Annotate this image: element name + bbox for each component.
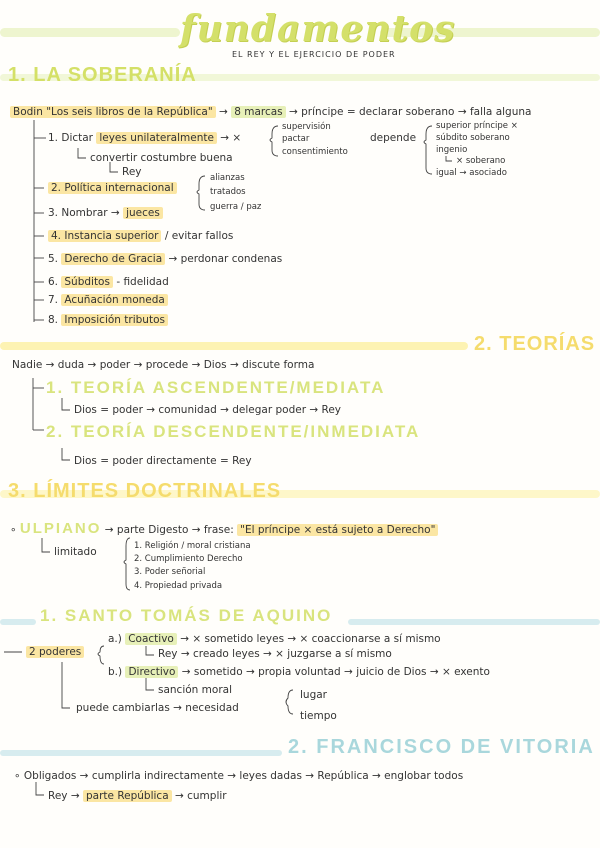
item-4: [48, 230, 233, 242]
puede-cambiarlas: puede cambiarlas → necesidad: [76, 702, 239, 714]
sec1-heading: 1. LA SOBERANÍA: [8, 64, 197, 86]
item-7-highlight: Acuñación moneda: [61, 294, 168, 306]
ulpiano-quote: "El príncipe × está sujeto a Derecho": [237, 524, 438, 536]
rey-label: Rey: [122, 166, 142, 178]
supervision: supervisión: [282, 122, 331, 132]
bodin-label: [10, 106, 531, 118]
limite-4: 4. Propiedad privada: [134, 581, 223, 591]
dep-igual: igual → asociado: [436, 168, 507, 178]
item-1: [48, 132, 241, 144]
item-3-label: 3. Nombrar →: [48, 207, 120, 219]
arrow: →: [219, 106, 228, 118]
marcas-badge: 8 marcas: [231, 106, 285, 118]
ulpiano-label: ULPIANO: [19, 520, 102, 537]
item-6-post: - fidelidad: [116, 276, 169, 288]
principe-text: → príncipe = declarar soberano → falla alguna: [289, 106, 532, 118]
teoria-ascendente-desc: Dios = poder → comunidad → delegar poder → Rey: [74, 404, 342, 416]
convertir-costumbre: convertir costumbre buena: [90, 152, 233, 164]
limite-3: 3. Poder señorial: [134, 567, 206, 577]
tratados: tratados: [210, 187, 246, 197]
item-3: [48, 207, 163, 219]
sec5-heading: 2. FRANCISCO DE VITORIA: [288, 736, 595, 758]
coactivo-rey: Rey → creado leyes → × juzgarse a sí mismo: [158, 648, 392, 660]
sec2-band: [0, 342, 468, 350]
directivo-highlight: Directivo: [125, 666, 178, 678]
coactivo-line: [108, 633, 441, 645]
teoria-ascendente: 1. TEORÍA ASCENDENTE/MEDIATA: [46, 378, 386, 397]
limite-2: 2. Cumplimiento Derecho: [134, 554, 243, 564]
bullet: ∘: [10, 524, 17, 536]
teoria-descendente-desc: Dios = poder directamente = Rey: [74, 455, 252, 467]
alianzas: alianzas: [210, 173, 245, 183]
dep-subdito: súbdito soberano: [436, 133, 510, 143]
item-4-post: / evitar fallos: [164, 230, 234, 242]
item-5-post: → perdonar condenas: [168, 253, 283, 265]
sec3-heading: 3. LÍMITES DOCTRINALES: [8, 480, 282, 502]
teoria-descendente: 2. TEORÍA DESCENDENTE/INMEDIATA: [46, 422, 421, 441]
item-5-label: 5.: [48, 253, 59, 265]
item-1-label: 1. Dictar: [48, 132, 93, 144]
sec4-band-left: [0, 619, 36, 625]
obligados-line: [14, 770, 463, 782]
directivo-post: → sometido → propia voluntad → juicio de Dios → × exento: [181, 666, 490, 678]
dep-ingenio: ingenio: [436, 145, 468, 155]
bullet: ∘: [14, 770, 21, 782]
header-band-left: [0, 28, 180, 37]
item-8-label: 8.: [48, 314, 59, 326]
directivo-line: [108, 666, 490, 678]
item-4-highlight: 4. Instancia superior: [48, 230, 161, 242]
item-6-highlight: Súbditos: [61, 276, 113, 288]
rey-arrow: Rey →: [48, 790, 80, 802]
item-7-label: 7.: [48, 294, 59, 306]
sec5-band: [0, 750, 282, 756]
dep-superior: superior príncipe ×: [436, 121, 518, 131]
item-1-arrow: → ×: [220, 132, 242, 144]
item-5: [48, 253, 282, 265]
limite-1: 1. Religión / moral cristiana: [134, 541, 251, 551]
sancion-moral: sanción moral: [158, 684, 232, 696]
limitado-label: limitado: [54, 546, 97, 558]
pactar: pactar: [282, 134, 310, 144]
b-label: b.): [108, 666, 123, 678]
sec4-band-right: [348, 619, 600, 625]
consentimiento: consentimiento: [282, 147, 348, 157]
ulpiano-post: → parte Digesto → frase:: [104, 524, 234, 536]
rey-parte-line: [48, 790, 227, 802]
sec2-heading: 2. TEORÍAS: [474, 333, 596, 355]
lugar: lugar: [300, 689, 327, 701]
item-8-highlight: Imposición tributos: [61, 314, 168, 326]
page-title: fundamentos: [180, 8, 456, 50]
nadie-text: Nadie → duda → poder → procede → Dios → discute forma: [12, 359, 315, 371]
guerra-paz: guerra / paz: [210, 202, 262, 212]
parte-republica-highlight: parte República: [83, 790, 172, 802]
item-1-highlight: leyes unilateralmente: [96, 132, 217, 144]
a-label: a.): [108, 633, 122, 645]
cumplir-text: → cumplir: [174, 790, 227, 802]
dep-no-soberano: × soberano: [456, 156, 506, 166]
tiempo: tiempo: [300, 710, 337, 722]
item-6: [48, 276, 169, 288]
item-3-highlight: jueces: [123, 207, 163, 219]
item-6-label: 6.: [48, 276, 59, 288]
item-7: [48, 294, 168, 306]
depende-label: depende: [370, 132, 417, 144]
page-subtitle: EL REY Y EL EJERCICIO DE PODER: [232, 50, 396, 59]
coactivo-post: → × sometido leyes → × coaccionarse a sí mismo: [180, 633, 441, 645]
poderes-label: [26, 646, 84, 658]
item-2-highlight: 2. Política internacional: [48, 182, 177, 194]
sec4-heading: 1. SANTO TOMÁS DE AQUINO: [40, 606, 333, 625]
item-5-highlight: Derecho de Gracia: [61, 253, 165, 265]
poderes-highlight: 2 poderes: [26, 646, 84, 658]
coactivo-highlight: Coactivo: [125, 633, 177, 645]
bodin-book: Bodin "Los seis libros de la República": [10, 106, 216, 118]
item-8: [48, 314, 168, 326]
obligados-text: Obligados → cumplirla indirectamente → leyes dadas → República → englobar todos: [23, 770, 464, 782]
ulpiano-line: [10, 520, 438, 537]
item-2: [48, 182, 177, 194]
